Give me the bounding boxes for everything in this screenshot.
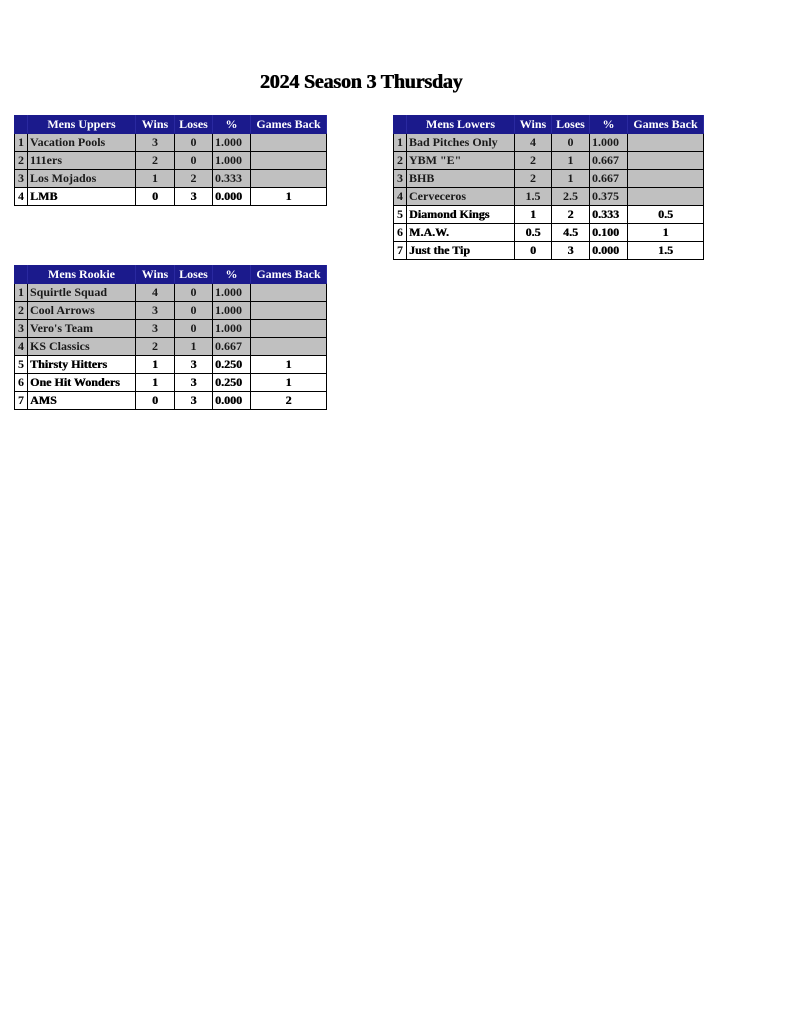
rank-cell: 3: [394, 170, 407, 188]
wins-cell: 1: [136, 170, 175, 188]
games-back-cell: [628, 152, 704, 170]
table-row: [394, 242, 704, 260]
loses-cell: 3: [175, 188, 213, 206]
table-row: [394, 224, 704, 242]
wins-cell: 4: [515, 134, 552, 152]
loses-cell: 0: [175, 302, 213, 320]
wins-cell: 0: [136, 188, 175, 206]
games-back-cell: [251, 170, 327, 188]
wins-cell: 3: [136, 302, 175, 320]
wins-column-header: Wins: [136, 116, 175, 134]
team-name-cell: Cerveceros: [407, 188, 515, 206]
loses-cell: 2: [552, 206, 590, 224]
rank-cell: 5: [394, 206, 407, 224]
table-header-row: [15, 116, 327, 134]
standings-table-mens-rookie: [14, 265, 327, 410]
table-row: [394, 170, 704, 188]
games-back-column-header: Games Back: [251, 266, 327, 284]
rank-cell: 1: [394, 134, 407, 152]
team-name-cell: YBM "E": [407, 152, 515, 170]
wins-cell: 2: [136, 152, 175, 170]
team-name-cell: Squirtle Squad: [28, 284, 136, 302]
pct-cell: 0.333: [213, 170, 251, 188]
pct-cell: 1.000: [213, 320, 251, 338]
team-name-cell: 111ers: [28, 152, 136, 170]
table-header-row: [394, 116, 704, 134]
table-row: [15, 152, 327, 170]
games-back-cell: 1: [251, 356, 327, 374]
table-row: [15, 302, 327, 320]
pct-cell: 0.000: [590, 242, 628, 260]
rank-cell: 6: [394, 224, 407, 242]
pct-cell: 0.250: [213, 374, 251, 392]
table-row: [15, 284, 327, 302]
games-back-cell: [251, 338, 327, 356]
table-header-row: [15, 266, 327, 284]
wins-cell: 1.5: [515, 188, 552, 206]
team-name-cell: KS Classics: [28, 338, 136, 356]
pct-cell: 0.000: [213, 188, 251, 206]
loses-cell: 3: [175, 392, 213, 410]
games-back-cell: [251, 152, 327, 170]
team-name-cell: Diamond Kings: [407, 206, 515, 224]
division-name: Mens Rookie: [28, 266, 136, 284]
rank-cell: 4: [15, 188, 28, 206]
loses-cell: 1: [552, 170, 590, 188]
games-back-cell: 0.5: [628, 206, 704, 224]
table-row: [394, 134, 704, 152]
table-row: [15, 392, 327, 410]
table-row: [15, 320, 327, 338]
loses-column-header: Loses: [175, 116, 213, 134]
wins-cell: 1: [136, 374, 175, 392]
rank-column-header: [394, 116, 407, 134]
pct-cell: 1.000: [213, 284, 251, 302]
team-name-cell: Bad Pitches Only: [407, 134, 515, 152]
rank-cell: 3: [15, 170, 28, 188]
rank-cell: 4: [394, 188, 407, 206]
pct-cell: 0.375: [590, 188, 628, 206]
division-name: Mens Uppers: [28, 116, 136, 134]
table-row: [394, 188, 704, 206]
loses-cell: 0: [552, 134, 590, 152]
pct-cell: 0.333: [590, 206, 628, 224]
table-row: [15, 374, 327, 392]
pct-cell: 0.250: [213, 356, 251, 374]
pct-cell: 0.100: [590, 224, 628, 242]
games-back-column-header: Games Back: [251, 116, 327, 134]
rank-cell: 6: [15, 374, 28, 392]
page-title: 2024 Season 3 Thursday: [259, 71, 463, 93]
games-back-cell: [251, 134, 327, 152]
team-name-cell: Los Mojados: [28, 170, 136, 188]
pct-cell: 0.000: [213, 392, 251, 410]
table-row: [394, 152, 704, 170]
games-back-column-header: Games Back: [628, 116, 704, 134]
team-name-cell: Vacation Pools: [28, 134, 136, 152]
wins-cell: 3: [136, 134, 175, 152]
team-name-cell: M.A.W.: [407, 224, 515, 242]
pct-column-header: %: [213, 266, 251, 284]
games-back-cell: [251, 284, 327, 302]
wins-cell: 3: [136, 320, 175, 338]
rank-cell: 4: [15, 338, 28, 356]
table-row: [15, 134, 327, 152]
loses-cell: 3: [552, 242, 590, 260]
games-back-cell: [628, 170, 704, 188]
games-back-cell: [628, 188, 704, 206]
games-back-cell: [251, 302, 327, 320]
loses-cell: 0: [175, 152, 213, 170]
loses-column-header: Loses: [175, 266, 213, 284]
pct-cell: 0.667: [590, 152, 628, 170]
rank-column-header: [15, 116, 28, 134]
pct-column-header: %: [213, 116, 251, 134]
pct-cell: 0.667: [590, 170, 628, 188]
loses-cell: 1: [552, 152, 590, 170]
team-name-cell: Vero's Team: [28, 320, 136, 338]
rank-cell: 1: [15, 134, 28, 152]
games-back-cell: [628, 134, 704, 152]
table-row: [394, 206, 704, 224]
games-back-cell: 1: [251, 188, 327, 206]
loses-cell: 2: [175, 170, 213, 188]
games-back-cell: 1: [251, 374, 327, 392]
wins-cell: 0: [515, 242, 552, 260]
loses-cell: 3: [175, 356, 213, 374]
wins-column-header: Wins: [515, 116, 552, 134]
pct-cell: 1.000: [213, 152, 251, 170]
loses-cell: 3: [175, 374, 213, 392]
rank-cell: 2: [15, 302, 28, 320]
games-back-cell: 2: [251, 392, 327, 410]
rank-column-header: [15, 266, 28, 284]
loses-cell: 0: [175, 320, 213, 338]
wins-cell: 0: [136, 392, 175, 410]
wins-cell: 2: [136, 338, 175, 356]
wins-column-header: Wins: [136, 266, 175, 284]
rank-cell: 2: [394, 152, 407, 170]
team-name-cell: LMB: [28, 188, 136, 206]
table-row: [15, 356, 327, 374]
pct-column-header: %: [590, 116, 628, 134]
team-name-cell: AMS: [28, 392, 136, 410]
rank-cell: 2: [15, 152, 28, 170]
loses-cell: 2.5: [552, 188, 590, 206]
standings-table-mens-lowers: [393, 115, 704, 260]
pct-cell: 1.000: [590, 134, 628, 152]
wins-cell: 1: [136, 356, 175, 374]
team-name-cell: BHB: [407, 170, 515, 188]
rank-cell: 5: [15, 356, 28, 374]
team-name-cell: Thirsty Hitters: [28, 356, 136, 374]
division-name: Mens Lowers: [407, 116, 515, 134]
games-back-cell: 1: [628, 224, 704, 242]
loses-cell: 0: [175, 284, 213, 302]
wins-cell: 2: [515, 152, 552, 170]
wins-cell: 2: [515, 170, 552, 188]
wins-cell: 1: [515, 206, 552, 224]
rank-cell: 1: [15, 284, 28, 302]
pct-cell: 1.000: [213, 302, 251, 320]
team-name-cell: One Hit Wonders: [28, 374, 136, 392]
games-back-cell: 1.5: [628, 242, 704, 260]
table-row: [15, 338, 327, 356]
rank-cell: 3: [15, 320, 28, 338]
team-name-cell: Cool Arrows: [28, 302, 136, 320]
loses-cell: 4.5: [552, 224, 590, 242]
team-name-cell: Just the Tip: [407, 242, 515, 260]
rank-cell: 7: [15, 392, 28, 410]
loses-cell: 1: [175, 338, 213, 356]
pct-cell: 0.667: [213, 338, 251, 356]
loses-column-header: Loses: [552, 116, 590, 134]
standings-table-mens-uppers: [14, 115, 327, 206]
wins-cell: 4: [136, 284, 175, 302]
games-back-cell: [251, 320, 327, 338]
wins-cell: 0.5: [515, 224, 552, 242]
rank-cell: 7: [394, 242, 407, 260]
table-row: [15, 170, 327, 188]
table-row: [15, 188, 327, 206]
pct-cell: 1.000: [213, 134, 251, 152]
loses-cell: 0: [175, 134, 213, 152]
